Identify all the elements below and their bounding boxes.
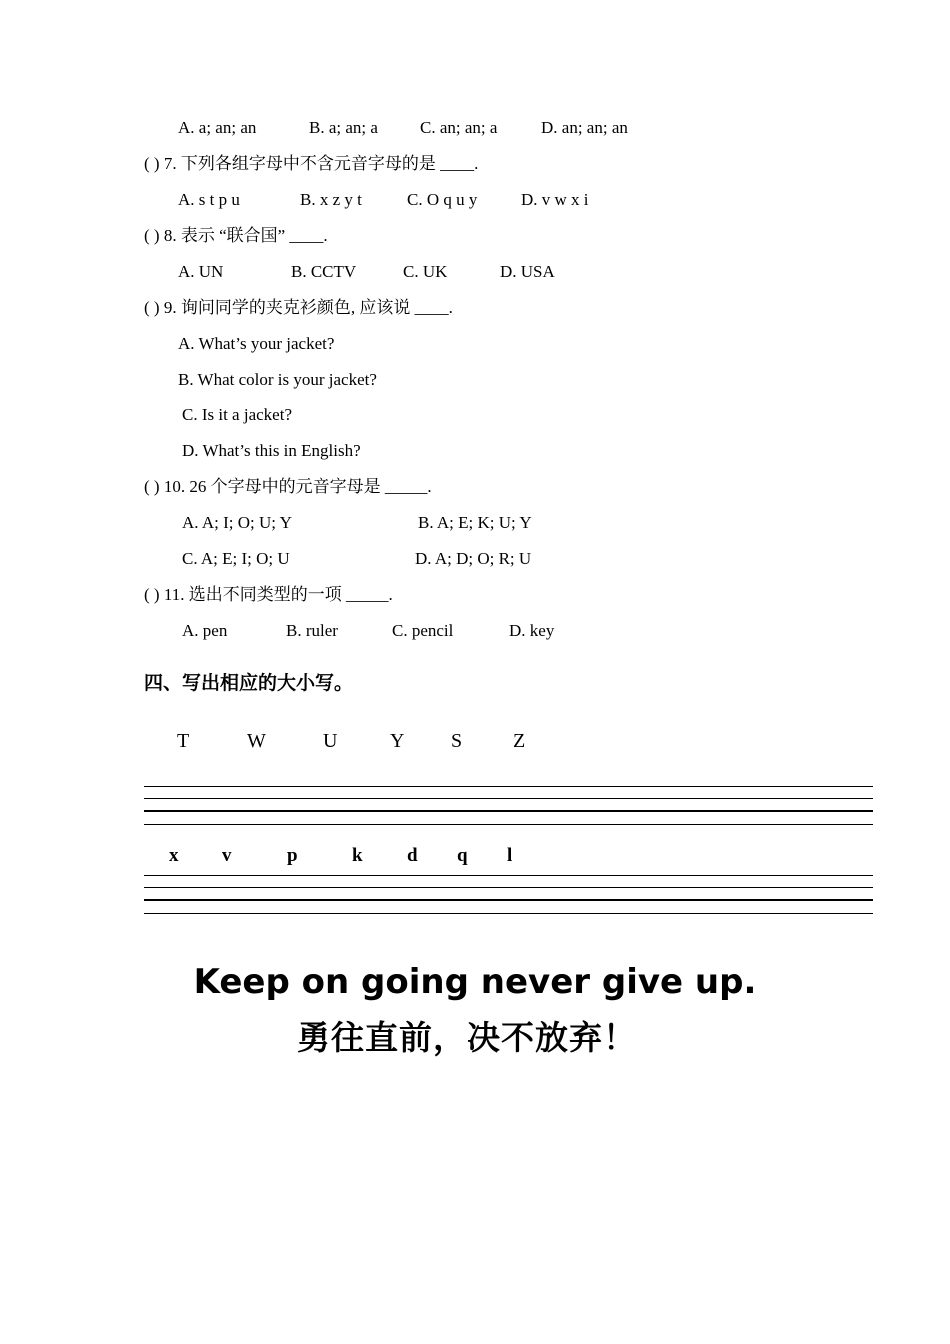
q8-option-c: C. UK — [403, 262, 448, 281]
writing-line — [144, 810, 873, 812]
uppercase-letter: Z — [513, 730, 526, 752]
q9-option-d: D. What’s this in English? — [182, 441, 361, 460]
q11-stem: ( ) 11. 选出不同类型的一项 _____. — [144, 585, 393, 604]
q10-option-b: B. A; E; K; U; Y — [418, 513, 532, 532]
uppercase-letter: S — [451, 730, 463, 752]
writing-line — [144, 786, 873, 787]
uppercase-letter: Y — [390, 730, 405, 752]
q7-option-a: A. s t p u — [178, 190, 240, 209]
writing-line — [144, 798, 873, 799]
q9-option-c: C. Is it a jacket? — [182, 405, 292, 424]
q10-option-c: C. A; E; I; O; U — [182, 549, 290, 568]
writing-line — [144, 875, 873, 876]
q8-option-b: B. CCTV — [291, 262, 357, 281]
motto-chinese: 勇往直前，决不放弃！ — [297, 1018, 637, 1057]
lowercase-letter: d — [407, 845, 418, 866]
writing-line — [144, 887, 873, 888]
q11-option-a: A. pen — [182, 621, 228, 640]
q8-stem: ( ) 8. 表示 “联合国” ____. — [144, 226, 328, 245]
q6-option-a: A. a; an; an — [178, 118, 257, 137]
lowercase-letter: q — [457, 845, 468, 866]
q7-option-c: C. O q u y — [407, 190, 478, 209]
q10-stem: ( ) 10. 26 个字母中的元音字母是 _____. — [144, 477, 432, 496]
q7-stem: ( ) 7. 下列各组字母中不含元音字母的是 ____. — [144, 154, 479, 173]
q9-stem: ( ) 9. 询问同学的夹克衫颜色, 应该说 ____. — [144, 298, 453, 317]
lowercase-letter: x — [169, 845, 179, 866]
q8-option-d: D. USA — [500, 262, 555, 281]
q11-option-d: D. key — [509, 621, 555, 640]
q10-option-d: D. A; D; O; R; U — [415, 549, 532, 568]
q6-option-c: C. an; an; a — [420, 118, 498, 137]
motto-english: Keep on going never give up. — [193, 962, 757, 1002]
q6-option-d: D. an; an; an — [541, 118, 628, 137]
writing-line — [144, 899, 873, 901]
uppercase-letter: U — [323, 730, 338, 752]
lowercase-letter: l — [507, 845, 513, 866]
q7-option-b: B. x z y t — [300, 190, 362, 209]
q10-option-a: A. A; I; O; U; Y — [182, 513, 292, 532]
writing-line — [144, 824, 873, 825]
q11-option-b: B. ruler — [286, 621, 338, 640]
lowercase-letter: p — [287, 845, 298, 866]
q7-option-d: D. v w x i — [521, 190, 589, 209]
lowercase-letter: v — [222, 845, 232, 866]
uppercase-letter: W — [247, 730, 266, 752]
q9-option-b: B. What color is your jacket? — [178, 370, 377, 389]
lowercase-letter: k — [352, 845, 363, 866]
section-4-title: 四、写出相应的大小写。 — [144, 672, 354, 694]
uppercase-letter: T — [177, 730, 190, 752]
q9-option-a: A. What’s your jacket? — [178, 334, 335, 353]
q11-option-c: C. pencil — [392, 621, 454, 640]
q6-option-b: B. a; an; a — [309, 118, 378, 137]
writing-line — [144, 913, 873, 914]
q8-option-a: A. UN — [178, 262, 224, 281]
